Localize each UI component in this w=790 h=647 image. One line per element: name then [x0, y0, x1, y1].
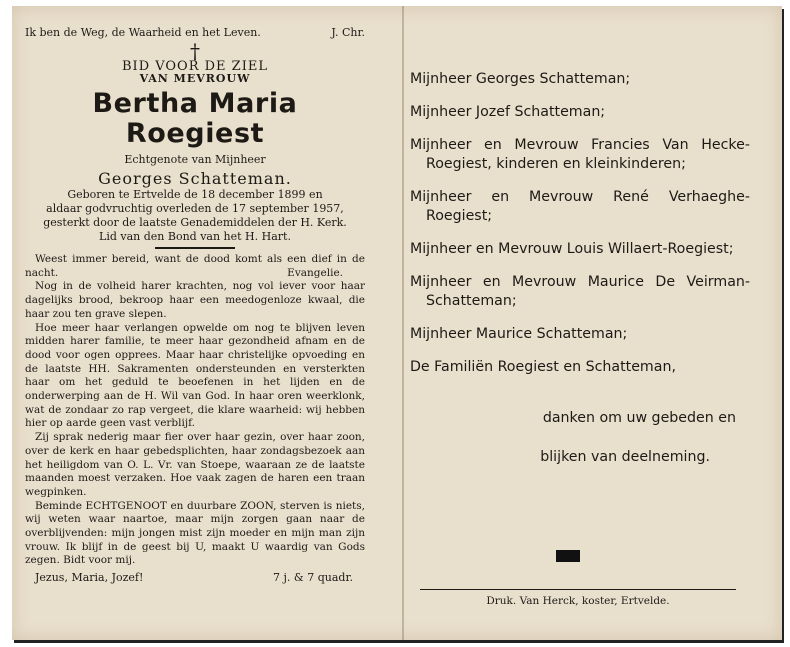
printer-credit: Druk. Van Herck, koster, Ertvelde. — [486, 595, 670, 607]
sacraments-line: gesterkt door de laatste Genademiddelen der H. Kerk. — [43, 216, 347, 229]
motto-reference: J. Chr. — [331, 26, 365, 39]
motto-line — [25, 26, 365, 39]
mourning-mark — [556, 550, 580, 562]
paragraph-5: Beminde ECHTGENOOT en duurbare ZOON, sterven is niets, wij weten waar naartoe, maar mijn zorgen gaan naar de overblijvenden: mijn jongen mist zijn moeder en mijn man zijn vrouw. Ik blijf in de geest bij U, maakt U waardig van Gods zegen. Bidt voor mij. — [25, 499, 365, 567]
bond-line: Lid van den Bond van het H. Hart. — [99, 230, 291, 243]
family-entry: Mijnheer en Mevrouw René Verhaeghe-Roegiest; — [410, 189, 750, 224]
van-mevrouw: VAN MEVROUW — [139, 72, 251, 85]
footer-prayer: Jezus, Maria, Jozef! — [35, 571, 144, 585]
paragraph-1-reference: Evangelie. — [287, 266, 343, 279]
motto-text: Ik ben de Weg, de Waarheid en het Leven. — [25, 26, 261, 39]
family-entry: De Familiën Roegiest en Schatteman, — [410, 359, 676, 375]
family-entry: Mijnheer Georges Schatteman; — [410, 71, 631, 87]
family-entry: Mijnheer en Mevrouw Maurice De Veirman-Schatteman; — [410, 274, 750, 309]
family-entry: Mijnheer en Mevrouw Francies Van Hecke-Roegiest, kinderen en kleinkinderen; — [410, 137, 750, 172]
spouse-name: Georges Schatteman. — [98, 169, 292, 188]
left-footer — [25, 571, 365, 584]
family-entry: Mijnheer Maurice Schatteman; — [410, 326, 628, 342]
printer-rule — [420, 589, 736, 590]
paragraph-3: Hoe meer haar verlangen opwelde om nog te blijven leven midden harer familie, te meer haar gezondheid afnam en de dood voor ogen opprees. Maar haar christelijke opvoeding en de laatste HH. Sakramenten ondersteunden en versterkten haar om het geduld te beoefenen in het lijden en de onderwerping aan de H. Wil van God. In haar oren weerklonk, wat de zondaar zo rap vergeet, die klare waarheid: wij hebben hier op aarde geen vast verblijf. — [25, 321, 365, 430]
thanks-line-2: blijken van deelneming. — [540, 449, 710, 465]
thanks-line-1: danken om uw gebeden en — [542, 410, 736, 426]
paragraph-4: Zij sprak nederig maar fier over haar gezin, over haar zoon, over de kerk en haar gebedsplichten, haar zondagsbezoek aan het heiligdom van O. L. Vr. van Stoepe, waaraan ze de laatste maanden moest verzaken. Hoe vaak zagen de haren een traan wegpinken. — [25, 431, 365, 498]
paragraph-1: Weest immer bereid, want de dood komt als een dief in de nacht. — [25, 253, 365, 279]
left-panel — [25, 26, 365, 584]
family-entry: Mijnheer en Mevrouw Louis Willaert-Roegiest; — [410, 241, 734, 257]
fold-line — [402, 6, 404, 640]
death-line: aldaar godvruchtig overleden de 17 september 1957, — [46, 202, 344, 215]
cross-icon: † — [190, 39, 200, 63]
divider — [155, 247, 235, 249]
birth-line: Geboren te Ertvelde de 18 december 1899 en — [67, 188, 323, 201]
paragraph-2: Nog in de volheid harer krachten, nog vol iever voor haar dagelijks brood, bekroop haar een meedogenloze kwaal, die haar zou ten grave slepen. — [25, 280, 365, 320]
right-panel — [410, 70, 750, 467]
footer-indulgence: 7 j. & 7 quadr. — [273, 571, 353, 585]
spouse-intro: Echtgenote van Mijnheer — [124, 153, 266, 166]
prayer-heading: BID VOOR DE ZIEL — [122, 59, 268, 74]
deceased-name: Bertha Maria Roegiest — [92, 88, 298, 149]
family-entry: Mijnheer Jozef Schatteman; — [410, 104, 606, 120]
